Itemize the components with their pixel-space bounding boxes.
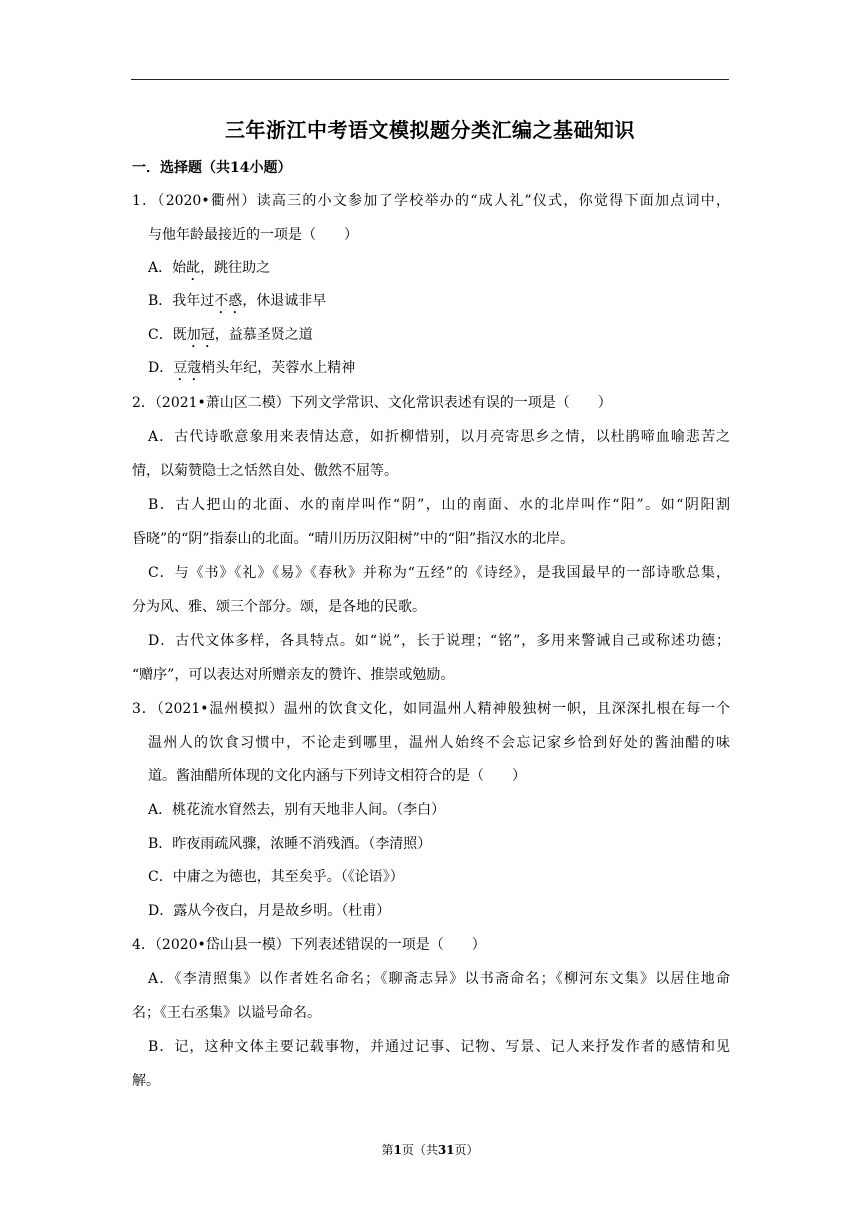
question-1-option-a xyxy=(148,259,270,284)
question-1-stem-line-2: 与他年龄最接近的一项是（ ） xyxy=(148,227,358,243)
option-text: D． xyxy=(148,360,174,376)
option-text: ，跳往助之 xyxy=(200,260,271,276)
question-4-option-a-line-1: A．《李清照集》以作者姓名命名；《聊斋志异》以书斋命名；《柳河东文集》以居住地命 xyxy=(148,971,730,987)
question-3-stem-line-1: 3．（2021•温州模拟）温州的饮食文化，如同温州人精神般独树一帜，且深深扎根在每一个 xyxy=(132,701,730,717)
question-2-option-d-line-1: D．古代文体多样，各具特点。如“说”，长于说理；“铭”，多用来警诫自己或称述功德； xyxy=(148,633,730,649)
question-4-stem: 4．（2020•岱山县一模）下列表述错误的一项是（ ） xyxy=(132,937,486,953)
question-2-option-b-line-2: 昏晓”的“阴”指泰山的北面。“晴川历历汉阳树”中的“阳”指汉水的北岸。 xyxy=(132,531,575,547)
page-number: 1 xyxy=(393,1143,402,1157)
question-3-option-d: D．露从今夜白，月是故乡明。（杜甫） xyxy=(148,903,391,919)
question-2-option-c-line-1: C．与《书》《礼》《易》《春秋》并称为“五经”的《诗经》，是我国最早的一部诗歌总集， xyxy=(148,565,730,581)
question-1-option-c xyxy=(148,326,313,351)
option-text: 梢头年纪，芙蓉水上精神 xyxy=(201,360,356,376)
question-2-option-c-line-2: 分为风、雅、颂三个部分。颂，是各地的民歌。 xyxy=(132,599,426,615)
footer-text: 页） xyxy=(454,1143,479,1157)
question-1-stem-line-1: 1．（2020•衢州）读高三的小文参加了学校举办的“成人礼”仪式，你觉得下面加点词中， xyxy=(132,193,730,209)
question-2-option-a-line-2: 情，以菊赞隐士之恬然自处、傲然不屈等。 xyxy=(132,463,398,479)
question-3-option-a: A．桃花流水窅然去，别有天地非人间。（李白） xyxy=(148,802,446,818)
question-3-stem-line-2: 温州人的饮食习惯中，不论走到哪里，温州人始终不会忘记家乡恰到好处的酱油醋的味 xyxy=(148,735,730,751)
question-4-option-b-line-1: B．记，这种文体主要记载事物，并通过记事、记物、写景、记人来抒发作者的感情和见 xyxy=(148,1039,730,1055)
question-2-option-d-line-2: “赠序”，可以表达对所赠亲友的赞许、推崇或勉励。 xyxy=(132,667,455,683)
option-text: A．始 xyxy=(148,260,187,276)
option-text: C．既 xyxy=(148,327,187,343)
question-1-option-d xyxy=(148,359,355,384)
question-3-stem-line-3: 道。酱油醋所体现的文化内涵与下列诗文相符合的是（ ） xyxy=(148,768,526,784)
question-1-option-b xyxy=(148,292,326,317)
total-pages: 31 xyxy=(437,1143,455,1157)
section-heading: 一．选择题（共14小题） xyxy=(132,160,292,176)
footer-text: 页（共 xyxy=(401,1143,438,1157)
page-footer xyxy=(0,1141,860,1158)
question-3-option-b: B．昨夜雨疏风骤，浓睡不消残酒。（李清照） xyxy=(148,836,432,852)
header-rule xyxy=(131,79,729,80)
question-2-option-a-line-1: A．古代诗歌意象用来表情达意，如折柳惜别，以月亮寄思乡之情，以杜鹃啼血喻悲苦之 xyxy=(148,429,730,445)
option-text: ，益慕圣贤之道 xyxy=(214,327,313,343)
question-2-option-b-line-1: B．古人把山的北面、水的南岸叫作“阴”，山的南面、水的北岸叫作“阳”。如“阴阳割 xyxy=(148,497,730,513)
dotted-word: 加冠 xyxy=(186,327,215,343)
option-text: B．我年过 xyxy=(148,293,215,309)
page-title: 三年浙江中考语文模拟题分类汇编之基础知识 xyxy=(225,118,635,142)
dotted-word: 龀 xyxy=(186,260,201,276)
dotted-word: 豆蔻 xyxy=(173,360,202,376)
question-3-option-c: C．中庸之为德也，其至矣乎。（《论语》） xyxy=(148,869,404,885)
dotted-word: 不惑 xyxy=(214,293,243,309)
footer-text: 第 xyxy=(381,1143,394,1157)
question-4-option-a-line-2: 名；《王右丞集》以谥号命名。 xyxy=(132,1005,321,1021)
option-text: ，休退诚非早 xyxy=(242,293,327,309)
question-4-option-b-line-2: 解。 xyxy=(132,1073,160,1089)
question-2-stem: 2．（2021•萧山区二模）下列文学常识、文化常识表述有误的一项是（ ） xyxy=(132,395,612,411)
